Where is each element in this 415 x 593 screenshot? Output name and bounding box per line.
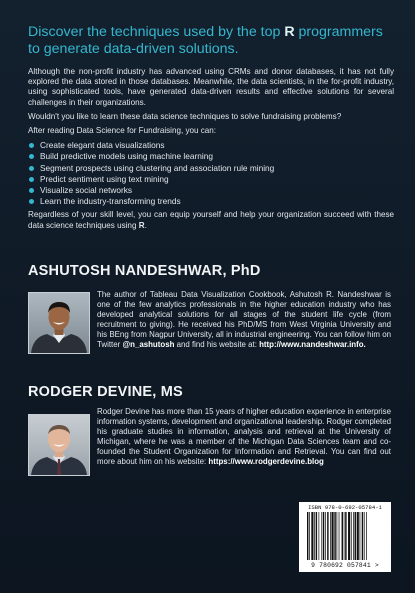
isbn-barcode xyxy=(299,502,391,572)
headline-r: R xyxy=(284,24,295,40)
author1-portrait xyxy=(29,293,89,353)
closing-r: R xyxy=(138,220,145,230)
benefit-text: Segment prospects using clustering and association rule mining xyxy=(40,162,275,173)
bullet-dot-icon xyxy=(29,154,34,159)
bullet-dot-icon xyxy=(29,199,34,204)
author2-name: RODGER DEVINE, MS xyxy=(28,384,183,400)
author1-bio-text: The author of Tableau Data Visualization Cookbook, Ashutosh R. Nandeshwar is one of the few analytics professionals in the higher education industry who has developed analytical solutions for all stages of the student life cycle (from recruitment to giving). He received his PhD/MS from West Virginia University and his BEng from Nagpur University, all in industrial engineering. You can follow him on Twitter xyxy=(97,290,391,350)
barcode-digits: 9 780692 057841 > xyxy=(311,562,379,569)
isbn-label: ISBN 978-0-692-05784-1 xyxy=(308,504,382,511)
question-paragraph: Wouldn't you like to learn these data science techniques to solve fundraising problems? xyxy=(28,111,342,121)
author1-bio xyxy=(97,290,391,351)
benefit-item xyxy=(28,151,394,162)
benefit-text: Visualize social networks xyxy=(40,185,133,196)
author1-bio-mid: and find his website at: xyxy=(174,340,260,350)
benefit-list xyxy=(28,140,394,207)
benefit-item xyxy=(28,140,394,151)
benefit-item xyxy=(28,163,394,174)
author2-bio-text: Rodger Devine has more than 15 years of higher education experience in enterprise information systems, development and organizational leadership. Rodger completed his graduate studies in information, analysis and retrieval at the University of Michigan, where he was a member of the Michigan Data Sciences team and co-founded the Student Organization for Information and Retrieval. You can find out more about him on his website: xyxy=(97,407,391,467)
intro-section xyxy=(28,24,394,235)
bullet-dot-icon xyxy=(29,166,34,171)
author1-twitter[interactable]: @n_ashutosh xyxy=(122,340,175,350)
benefit-item xyxy=(28,185,394,196)
closing-text: Regardless of your skill level, you can equip yourself and help your organization succeed with these data science techniques using xyxy=(28,210,394,230)
bullet-dot-icon xyxy=(29,177,34,182)
author2-photo xyxy=(28,414,90,476)
closing-paragraph xyxy=(28,210,394,230)
headline xyxy=(28,24,394,58)
lead-in-paragraph: After reading Data Science for Fundraising, you can: xyxy=(28,126,217,136)
author2-bio xyxy=(97,407,391,468)
author1-website[interactable]: http://www.nandeshwar.info. xyxy=(259,340,366,350)
headline-text-end: programmers to generate data-driven solutions. xyxy=(28,24,383,57)
author2-portrait xyxy=(29,415,89,475)
benefit-text: Predict sentiment using text mining xyxy=(40,173,169,184)
benefit-text: Create elegant data visualizations xyxy=(40,140,165,151)
author1-photo xyxy=(28,292,90,354)
intro-paragraph: Although the non-profit industry has advanced using CRMs and donor databases, it has not fully explored the data stored in those databases. Meanwhile, the data scientists, in the for-profit industry, using sophisticated tools, have generated data-driven results and effective solutions for several challenges in their organizations. xyxy=(28,67,394,107)
author1-name: ASHUTOSH NANDESHWAR, PhD xyxy=(28,263,261,279)
closing-end: . xyxy=(144,220,147,230)
benefit-text: Build predictive models using machine learning xyxy=(40,151,213,162)
headline-text: Discover the techniques used by the top xyxy=(28,24,285,40)
benefit-text: Learn the industry-transforming trends xyxy=(40,196,181,207)
benefit-item xyxy=(28,174,394,185)
bullet-dot-icon xyxy=(29,188,34,193)
benefit-item xyxy=(28,196,394,207)
bullet-dot-icon xyxy=(29,143,34,148)
author2-website[interactable]: https://www.rodgerdevine.blog xyxy=(208,457,324,467)
